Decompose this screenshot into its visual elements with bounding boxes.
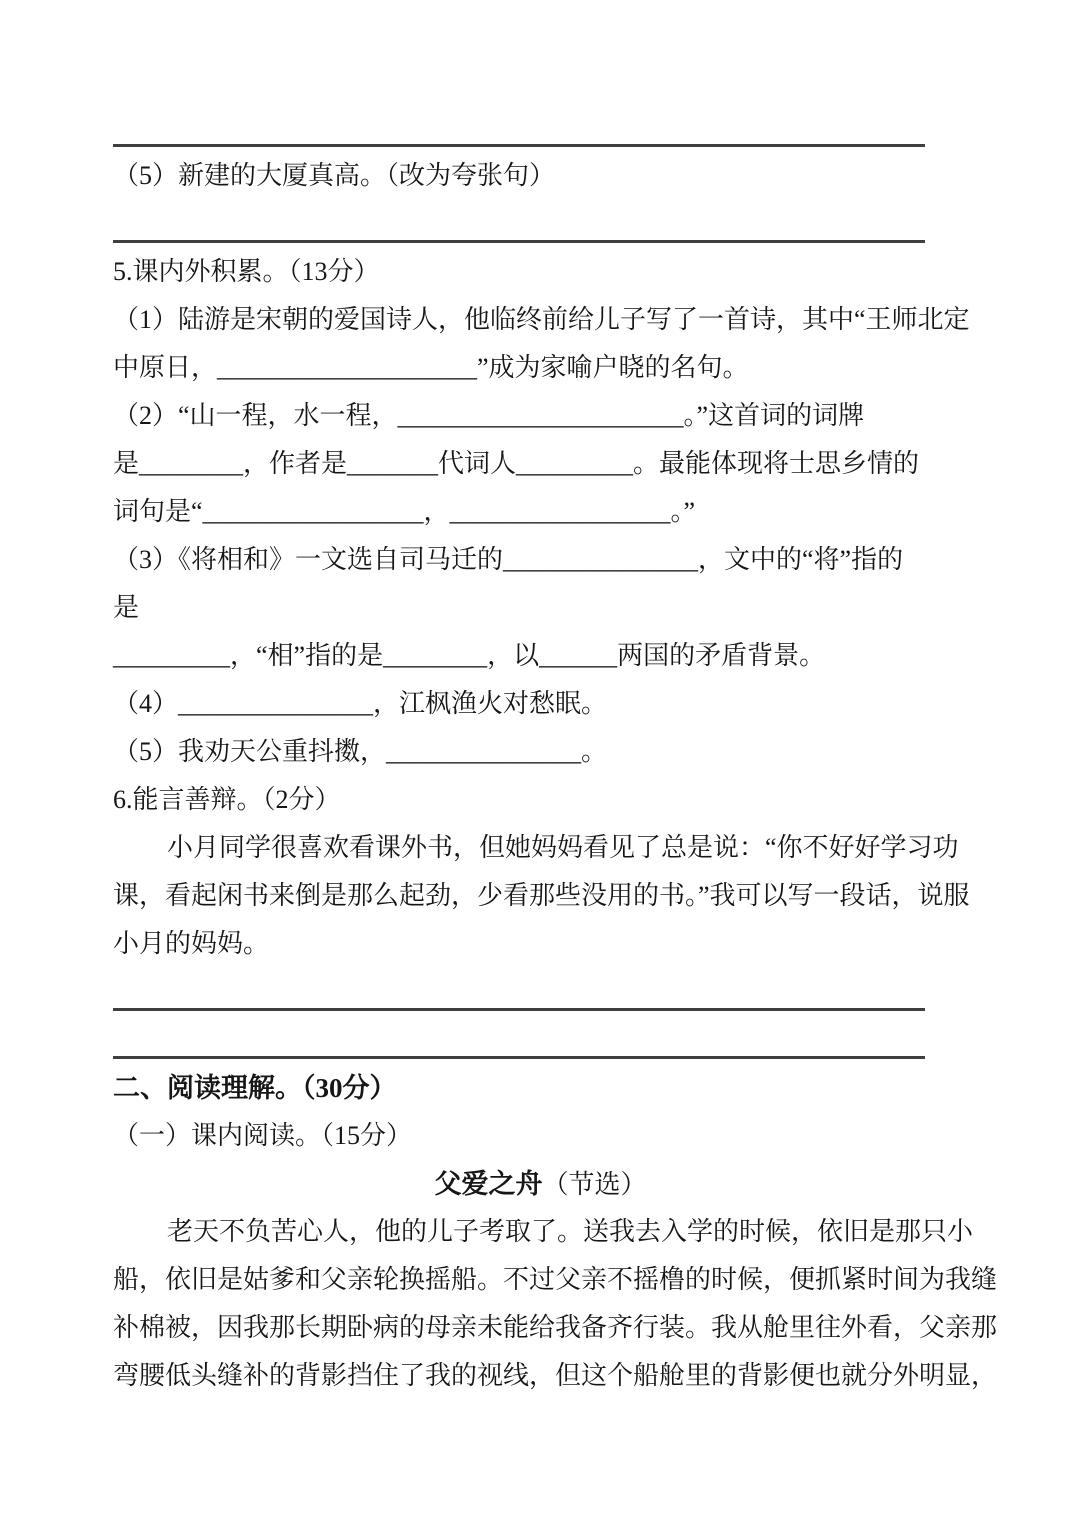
answer-rule-bar — [113, 1056, 925, 1059]
question-5-1-line-2: 中原日，____________________”成为家喻户晓的名句。 — [113, 353, 749, 382]
question-5-3-line-1: （3）《将相和》一文选自司马迁的_______________，文中的“将”指的 — [113, 545, 904, 574]
passage-line-3: 补棉被，因我那长期卧病的母亲未能给我备齐行装。我从舱里往外看，父亲那 — [113, 1313, 998, 1342]
answer-line — [113, 104, 968, 152]
passage-title-segment: 父爱之舟 — [434, 1169, 543, 1199]
question-5-2-line-1: （2）“山一程，水一程，______________________。”这首词的词牌 — [113, 401, 865, 430]
answer-line — [113, 200, 968, 248]
question-5-5: （5）我劝天公重抖擞，_______________。 — [113, 737, 608, 766]
question-5-3-line-3: _________，“相”指的是________，以______两国的矛盾背景。 — [113, 641, 826, 670]
question-6-heading: 6.能言善辩。（2分） — [113, 785, 341, 814]
passage-line-2: 船，依旧是姑爹和父亲轮换摇船。不过父亲不摇橹的时候，便抓紧时间为我缝 — [113, 1265, 998, 1294]
document-body — [113, 104, 998, 1400]
question-6-line-1: 小月同学很喜欢看课外书，但她妈妈看见了总是说：“你不好好学习功 — [167, 833, 959, 862]
section-2-heading: 二、阅读理解。（30分） — [113, 1073, 397, 1103]
question-5-4: （4）_______________，江枫渔火对愁眠。 — [113, 689, 608, 718]
passage-title-segment: （节选） — [542, 1170, 647, 1199]
answer-rule-bar — [113, 240, 925, 243]
answer-rule-bar — [113, 144, 925, 147]
question-6-line-2: 课，看起闲书来倒是那么起劲，少看那些没用的书。”我可以写一段话，说服 — [113, 881, 970, 910]
passage-line-4: 弯腰低头缝补的背影挡住了我的视线，但这个船舱里的背影便也就分外明显， — [113, 1361, 998, 1390]
question-6-line-3: 小月的妈妈。 — [113, 929, 270, 958]
passage-line-1: 老天不负苦心人，他的儿子考取了。送我去入学的时候，依旧是那只小 — [167, 1217, 974, 1246]
answer-line — [113, 1016, 968, 1064]
question-5-2-line-3: 词句是“_________________，_________________。” — [113, 497, 696, 526]
answer-line — [113, 968, 968, 1016]
question-5-1-line-1: （1）陆游是宋朝的爱国诗人，他临终前给儿子写了一首诗，其中“王师北定 — [113, 305, 970, 334]
question-5-2-line-2: 是________，作者是_______代词人_________。最能体现将士思乡情的 — [113, 449, 920, 478]
question-4-5: （5）新建的大厦真高。（改为夸张句） — [113, 161, 556, 190]
question-5-heading: 5.课内外积累。（13分） — [113, 257, 380, 286]
section-2-1-heading: （一）课内阅读。（15分） — [113, 1121, 413, 1150]
question-5-3-line-2: 是 — [113, 593, 140, 622]
passage-title — [113, 1160, 968, 1208]
answer-rule-bar — [113, 1008, 925, 1011]
